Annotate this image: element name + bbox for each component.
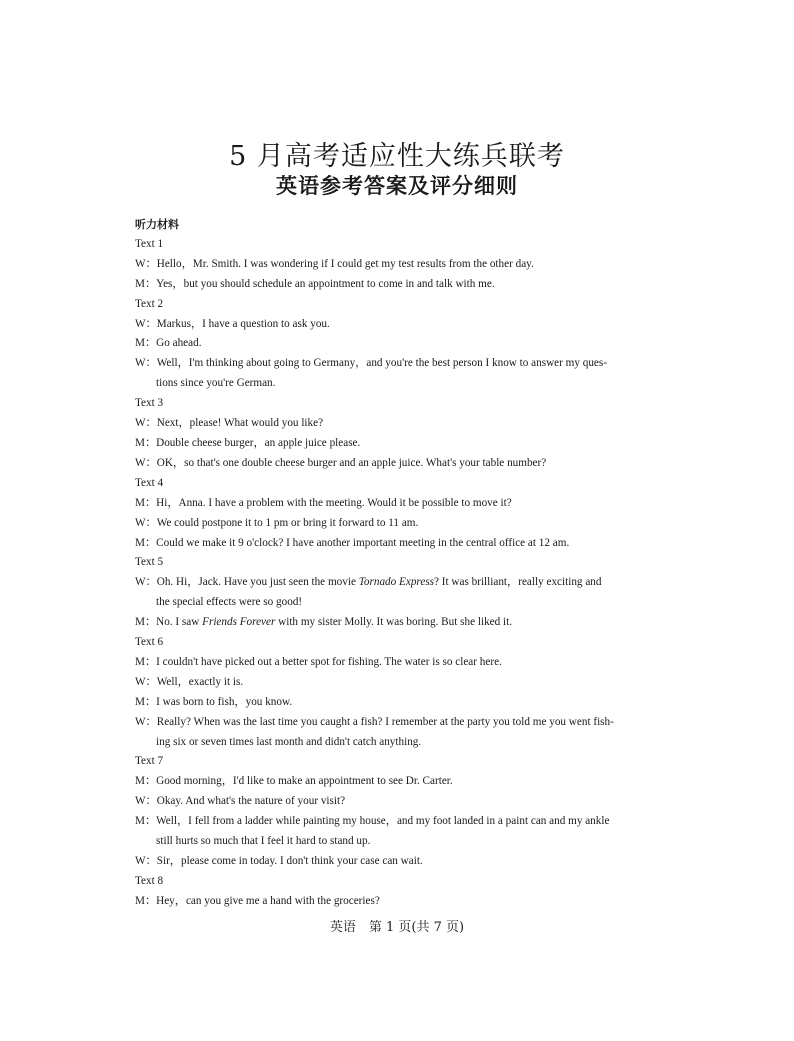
document-title: 5 月高考适应性大练兵联考 xyxy=(229,141,565,172)
transcript-line: tions since you're German. xyxy=(156,377,276,390)
transcript-line: M：Hi，Anna. I have a problem with the meeting. Would it be possible to move it? xyxy=(135,496,512,509)
transcript-line: M：I was born to fish，you know. xyxy=(135,695,293,708)
text-heading: Text 8 xyxy=(135,874,164,887)
transcript-line: M：Could we make it 9 o'clock? I have another important meeting in the central office at 12 am. xyxy=(135,536,570,549)
document-body xyxy=(135,215,665,912)
transcript-lines xyxy=(135,235,665,912)
transcript-line: M：Hey，can you give me a hand with the groceries? xyxy=(135,894,380,907)
transcript-line: M：Good morning，I'd like to make an appointment to see Dr. Carter. xyxy=(135,775,453,788)
movie-title: Friends Forever xyxy=(202,616,276,629)
text-heading: Text 2 xyxy=(135,297,164,310)
document-subtitle: 英语参考答案及评分细则 xyxy=(276,174,518,198)
transcript-line: M：Double cheese burger，an apple juice please. xyxy=(135,436,361,449)
text-heading: Text 1 xyxy=(135,237,164,250)
transcript-line: W：Hello，Mr. Smith. I was wondering if I could get my test results from the other day. xyxy=(135,257,534,270)
transcript-line: M：Well，I fell from a ladder while painting my house，and my foot landed in a paint can and my ankle xyxy=(135,815,610,828)
transcript-line: W：Well，I'm thinking about going to Germany，and you're the best person I know to answer my ques- xyxy=(135,357,607,370)
transcript-line: M：Yes，but you should schedule an appointment to come in and talk with me. xyxy=(135,277,495,290)
section-label: 听力材料 xyxy=(135,218,179,231)
page-footer: 英语 第 1 页(共 7 页) xyxy=(329,920,465,935)
transcript-line: W：We could postpone it to 1 pm or bring it forward to 11 am. xyxy=(135,516,419,529)
transcript-line: W：OK，so that's one double cheese burger and an apple juice. What's your table number? xyxy=(135,456,547,469)
transcript-line: W：Oh. Hi，Jack. Have you just seen the movie Tornado Express? It was brilliant，really exciting and xyxy=(135,576,602,589)
transcript-line: M：Go ahead. xyxy=(135,337,202,350)
transcript-line: W：Okay. And what's the nature of your visit? xyxy=(135,795,346,808)
transcript-line: W：Markus，I have a question to ask you. xyxy=(135,317,330,330)
transcript-line: M：No. I saw Friends Forever with my sister Molly. It was boring. But she liked it. xyxy=(135,616,513,629)
text-heading: Text 3 xyxy=(135,397,164,410)
transcript-line: W：Well，exactly it is. xyxy=(135,675,244,688)
text-heading: Text 4 xyxy=(135,476,164,489)
text-heading: Text 6 xyxy=(135,636,164,649)
transcript-line: W：Really? When was the last time you caught a fish? I remember at the party you told me you went fish- xyxy=(135,715,614,728)
transcript-line: W：Sir，please come in today. I don't think your case can wait. xyxy=(135,855,423,867)
movie-title: Tornado Express xyxy=(358,576,435,589)
transcript-line: W：Next，please! What would you like? xyxy=(135,417,324,430)
transcript-line: still hurts so much that I feel it hard to stand up. xyxy=(156,835,371,848)
transcript-line: M：I couldn't have picked out a better spot for fishing. The water is so clear here. xyxy=(135,655,502,668)
text-heading: Text 7 xyxy=(135,755,164,768)
transcript-line: the special effects were so good! xyxy=(156,596,303,609)
text-heading: Text 5 xyxy=(135,556,164,569)
transcript-line: ing six or seven times last month and didn't catch anything. xyxy=(156,735,422,748)
